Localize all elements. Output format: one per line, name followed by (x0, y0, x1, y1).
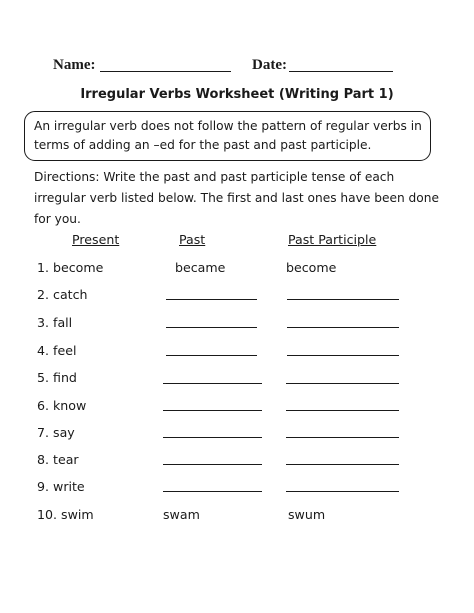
rule-text: An irregular verb does not follow the pattern of regular verbs in terms of adding an –ed for the past and past participle. (34, 119, 422, 152)
past-answer: became (175, 260, 226, 275)
verb-item: 9. write (37, 479, 85, 494)
participle-blank[interactable] (287, 299, 399, 300)
verb-item: 3. fall (37, 315, 73, 330)
participle-blank[interactable] (287, 327, 399, 328)
participle-blank[interactable] (286, 383, 399, 384)
verb-item: 2. catch (37, 287, 88, 302)
verb-item: 1. become (37, 260, 104, 275)
past-blank[interactable] (166, 355, 257, 356)
past-blank[interactable] (166, 299, 257, 300)
verb-item: 6. know (37, 398, 87, 413)
past-blank[interactable] (163, 383, 262, 384)
name-field[interactable] (100, 71, 231, 72)
past-blank[interactable] (163, 491, 262, 492)
verb-item: 8. tear (37, 452, 79, 467)
participle-blank[interactable] (287, 355, 399, 356)
participle-blank[interactable] (286, 410, 399, 411)
rule-box (24, 111, 431, 161)
verb-item: 5. find (37, 370, 77, 385)
verb-item: 10. swim (37, 507, 94, 522)
date-label: Date: (252, 57, 287, 73)
past-answer: swam (163, 507, 200, 522)
past-blank[interactable] (163, 464, 262, 465)
date-field[interactable] (289, 71, 393, 72)
participle-blank[interactable] (286, 464, 399, 465)
name-label: Name: (53, 57, 96, 73)
column-header-past-participle: Past Participle (288, 232, 377, 247)
worksheet-title: Irregular Verbs Worksheet (Writing Part 1) (80, 87, 394, 102)
past-blank[interactable] (166, 327, 257, 328)
directions: Directions: Write the past and past participle tense of each irregular verb listed below. The first and last ones have been done for you. (34, 170, 439, 226)
participle-blank[interactable] (286, 491, 399, 492)
participle-answer: swum (288, 507, 326, 522)
column-header-present: Present (72, 232, 120, 247)
participle-blank[interactable] (286, 437, 399, 438)
verb-item: 7. say (37, 425, 75, 440)
participle-answer: become (286, 260, 337, 275)
column-header-past: Past (179, 232, 206, 247)
past-blank[interactable] (163, 410, 262, 411)
past-blank[interactable] (163, 437, 262, 438)
verb-item: 4. feel (37, 343, 77, 358)
